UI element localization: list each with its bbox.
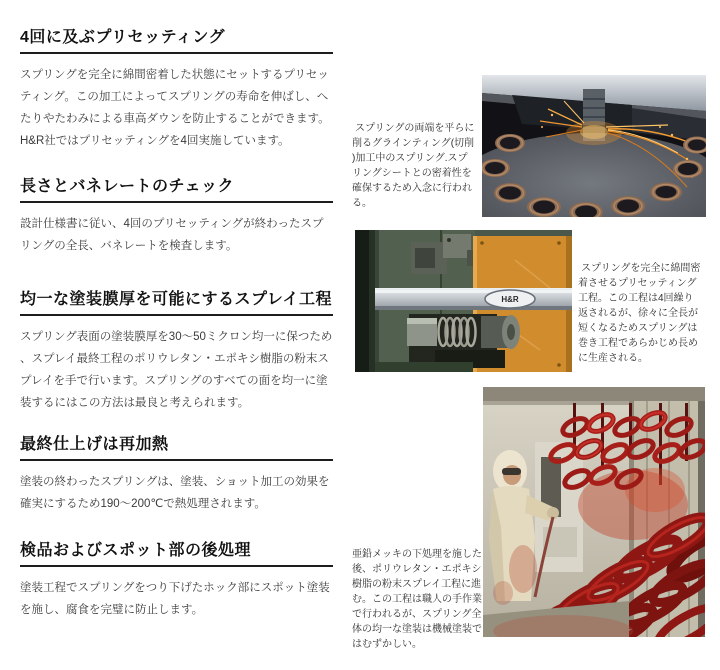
- presetting-photo-art: [355, 230, 572, 372]
- section-heading: 均一な塗装膜厚を可能にするスプレイ工程: [20, 290, 333, 316]
- section-presetting: [20, 28, 333, 152]
- hr-logo-text: H&R: [501, 295, 519, 304]
- grinding-photo-art: [482, 75, 706, 217]
- caption-grinding: スプリングの両端を平らに削るグラインティング(切削)加工中のスプリング.スプリングシートとの密着性を確保するため入念に行われる。: [352, 123, 475, 209]
- silver-bar: [375, 288, 572, 310]
- caption-presetting: スプリングを完全に綿間密着させるプリセッティング工程。この工程は4回繰り返されるが、徐々に全長が短くなるためスプリングは巻き工程であらかじめ長めに生産される。: [578, 263, 701, 364]
- section-length-check: [20, 177, 333, 257]
- caption-spray: 亜鉛メッキの下処理を施した後、ポリウレタン・エポキシ樹脂の粉末スプレイ工程に進む。この工程は職人の手作業で行われるが、スプリング全体の均一な塗装は機械塗装ではむずかしい。: [352, 549, 482, 650]
- section-body: 設計仕様書に従い、4回のプリセッティングが終わったスプリングの全長、バネレートを検査します。: [20, 218, 324, 252]
- section-heading: 4回に及ぶプリセッティング: [20, 28, 333, 54]
- photo-spray: [483, 387, 705, 637]
- section-heading: 検品およびスポット部の後処理: [20, 541, 333, 567]
- section-reheat: [20, 435, 333, 515]
- section-body: スプリング表面の塗装膜厚を30〜50ミクロン均一に保つため、スプレイ最終工程のポリウレタン・エポキシ樹脂の粉末スプレイを手で行います。スプリングのすべての面を均一に塗装するにはこの方法は最良と考えられます。: [20, 331, 333, 409]
- section-body: 塗装工程でスプリングをつり下げたホック部にスポット塗装を施し、腐食を完璧に防止します。: [20, 582, 330, 616]
- hr-logo: [485, 290, 535, 308]
- photo-presetting: [355, 230, 572, 372]
- section-spray-process: [20, 290, 333, 414]
- section-heading: 最終仕上げは再加熱: [20, 435, 333, 461]
- section-body: スプリングを完全に綿間密着した状態にセットするプリセッティング。この加工によってスプリングの寿命を伸ばし、へたりやたわみによる車高ダウンを防止することができます。H&R社ではプリセッティングを4回実施しています。: [20, 69, 330, 147]
- section-body: 塗装の終わったスプリングは、塗装、ショット加工の効果を確実にするため190〜200℃で熱処理されます。: [20, 476, 330, 510]
- section-heading: 長さとバネレートのチェック: [20, 177, 333, 203]
- goggles: [502, 468, 521, 475]
- photo-grinding: [482, 75, 706, 217]
- press-and-spring: [407, 314, 520, 368]
- section-inspection: [20, 541, 333, 621]
- spray-photo-art: [483, 387, 705, 637]
